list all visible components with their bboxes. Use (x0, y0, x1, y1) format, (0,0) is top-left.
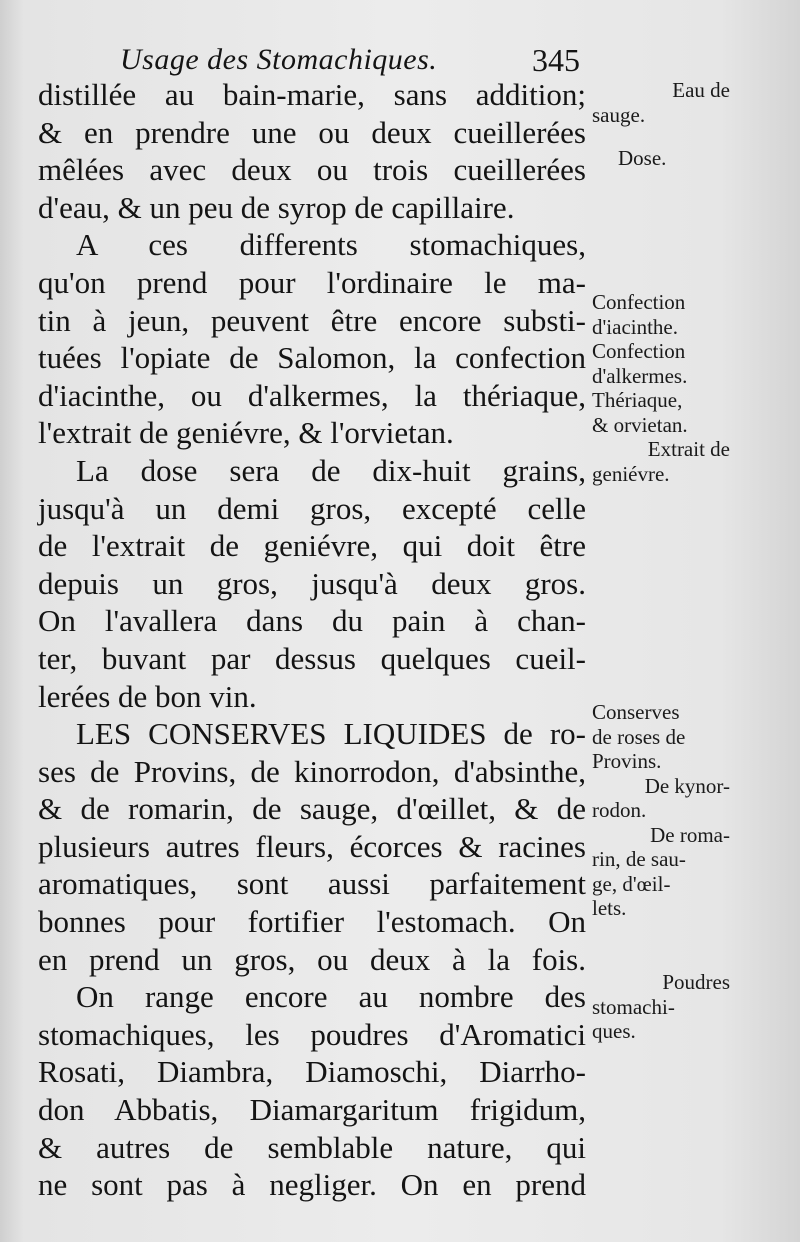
running-title: Usage des Stomachiques. (120, 43, 438, 76)
text-line: stomachiques, les poudres d'Aromatici (38, 1016, 586, 1052)
margin-line: & orvietan. (592, 412, 688, 437)
margin-line: ques. (592, 1019, 636, 1043)
margin-line: Confection (592, 290, 686, 314)
text-line: d'iacinthe, ou d'alkermes, la thériaque, (38, 377, 586, 413)
margin-line: Extrait de (647, 437, 730, 461)
margin-line: d'iacinthe. (592, 314, 678, 339)
text-line: don Abbatis, Diamargaritum frigidum, (38, 1092, 586, 1128)
margin-note-poudres (592, 970, 730, 1044)
text-line: d'eau, & un peu de syrop de capillaire. (38, 189, 515, 225)
text-line: LES CONSERVES LIQUIDES de ro- (76, 716, 586, 752)
text-line: de l'extrait de geniévre, qui doit être (38, 528, 586, 564)
margin-line: De roma- (650, 822, 730, 847)
text-line: depuis un gros, jusqu'à deux gros. (38, 565, 586, 601)
margin-line: rodon. (592, 798, 647, 822)
page-number: 345 (532, 42, 580, 78)
margin-line: De kynor- (644, 773, 730, 798)
text-line: Rosati, Diambra, Diamoschi, Diarrho- (38, 1054, 586, 1090)
margin-line: Thériaque, (592, 388, 683, 412)
text-line: tin à jeun, peuvent être encore substi- (38, 302, 586, 338)
margin-line: stomachi- (592, 994, 675, 1019)
margin-note-eau-de-sauge (592, 78, 730, 127)
margin-line: Eau de (672, 78, 730, 102)
margin-line: lets. (592, 896, 627, 920)
text-line: & en prendre une ou deux cueillerées (38, 114, 586, 150)
text-line: ne sont pas à negliger. On en prend (38, 1167, 586, 1203)
main-text-column (38, 76, 586, 1204)
margin-line: de roses de (592, 724, 686, 749)
text-line: ses de Provins, de kinorrodon, d'absinthe, (38, 753, 586, 789)
text-line: bonnes pour fortifier l'estomach. On (38, 904, 586, 940)
text-line: & de romarin, de sauge, d'œillet, & de (38, 791, 586, 827)
margin-line: Dose. (618, 146, 667, 170)
margin-line: geniévre. (592, 461, 670, 486)
text-line: mêlées avec deux ou trois cueillerées (38, 152, 586, 188)
text-line: tuées l'opiate de Salomon, la confection (38, 340, 586, 376)
margin-line: d'alkermes. (592, 363, 688, 388)
margin-line: sauge. (592, 102, 646, 127)
text-line: ter, buvant par dessus quelques cueil- (38, 640, 586, 676)
text-line: qu'on prend pour l'ordinaire le ma- (38, 264, 586, 300)
margin-note-dose (618, 146, 756, 171)
text-line: plusieurs autres fleurs, écorces & racines (38, 828, 586, 864)
text-line: aromatiques, sont aussi parfaitement (38, 866, 586, 902)
margin-line: Provins. (592, 749, 662, 773)
text-line: On l'avallera dans du pain à chan- (38, 603, 586, 639)
margin-line: Conserves (592, 700, 680, 724)
margin-note-conserves (592, 700, 730, 921)
text-line: On range encore au nombre des (76, 979, 586, 1015)
text-line: La dose sera de dix-huit grains, (76, 452, 586, 488)
text-line: lerées de bon vin. (38, 678, 257, 714)
margin-line: Confection (592, 339, 686, 363)
text-line: jusqu'à un demi gros, excepté celle (38, 490, 586, 526)
text-line: l'extrait de geniévre, & l'orvietan. (38, 415, 454, 451)
text-line: distillée au bain-marie, sans addition; (38, 77, 586, 112)
margin-line: Poudres (662, 970, 730, 994)
margin-line: rin, de sau- (592, 847, 686, 871)
text-line: A ces differents stomachiques, (76, 227, 586, 263)
margin-note-confections (592, 290, 730, 486)
text-line: en prend un gros, ou deux à la fois. (38, 941, 586, 977)
margin-line: ge, d'œil- (592, 871, 671, 896)
text-line: & autres de semblable nature, qui (38, 1129, 586, 1165)
